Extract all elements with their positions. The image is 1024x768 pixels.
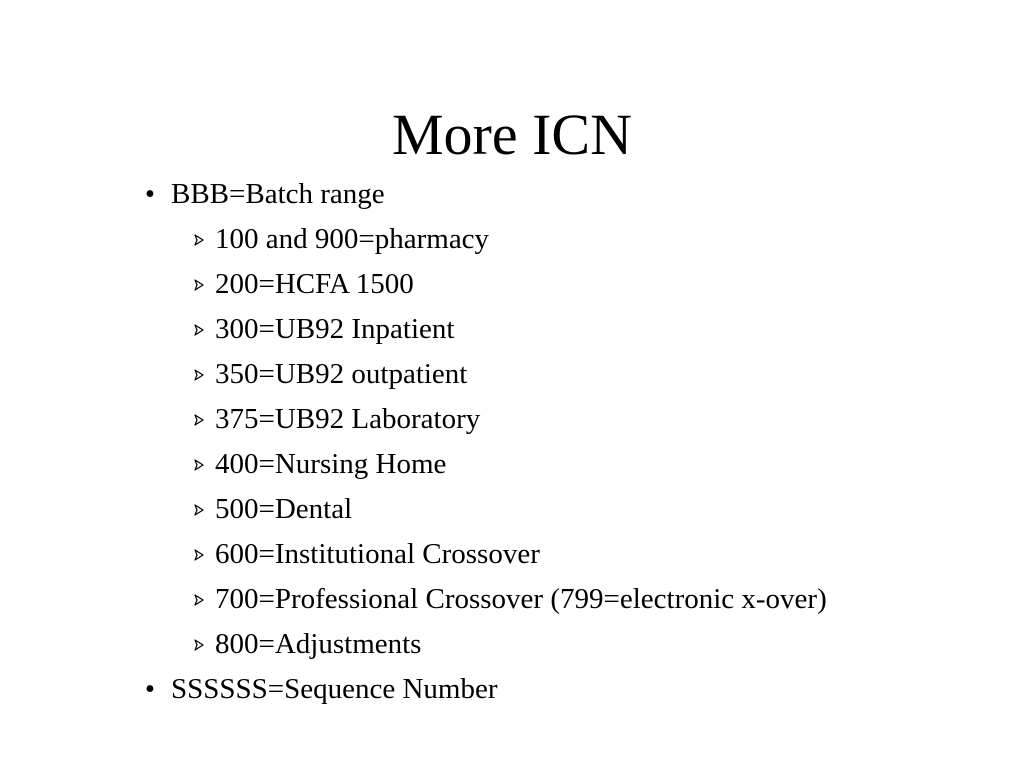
list-item [140,487,827,532]
list-item-text: BBB=Batch range [171,178,385,210]
arrow-bullet-icon [192,323,206,337]
arrow-bullet-icon [192,368,206,382]
list-item [140,307,827,352]
list-item [140,262,827,307]
bullet-dot-icon: • [144,673,156,705]
list-item [140,217,827,262]
list-item [140,667,827,712]
list-item-text: SSSSSS=Sequence Number [171,673,498,705]
list-item [140,352,827,397]
arrow-bullet-icon [192,638,206,652]
list-item-text: 700=Professional Crossover (799=electronic x-over) [215,583,827,615]
bullet-dot-icon: • [144,178,156,210]
list-item-text: 350=UB92 outpatient [215,358,468,390]
list-item [140,442,827,487]
arrow-bullet-icon [192,458,206,472]
list-item-text: 375=UB92 Laboratory [215,403,481,435]
list-item [140,397,827,442]
list-item [140,577,827,622]
arrow-bullet-icon [192,593,206,607]
list-item-text: 200=HCFA 1500 [215,268,414,300]
list-item [140,622,827,667]
list-item [140,172,827,217]
arrow-bullet-icon [192,548,206,562]
arrow-bullet-icon [192,413,206,427]
list-item-text: 600=Institutional Crossover [215,538,540,570]
slide-title: More ICN [391,102,632,167]
bullet-list [140,172,827,712]
arrow-bullet-icon [192,233,206,247]
list-item [140,532,827,577]
list-item-text: 400=Nursing Home [215,448,447,480]
list-item-text: 300=UB92 Inpatient [215,313,455,345]
list-item-text: 500=Dental [215,493,353,525]
arrow-bullet-icon [192,503,206,517]
list-item-text: 800=Adjustments [215,628,422,660]
list-item-text: 100 and 900=pharmacy [215,223,490,255]
arrow-bullet-icon [192,278,206,292]
